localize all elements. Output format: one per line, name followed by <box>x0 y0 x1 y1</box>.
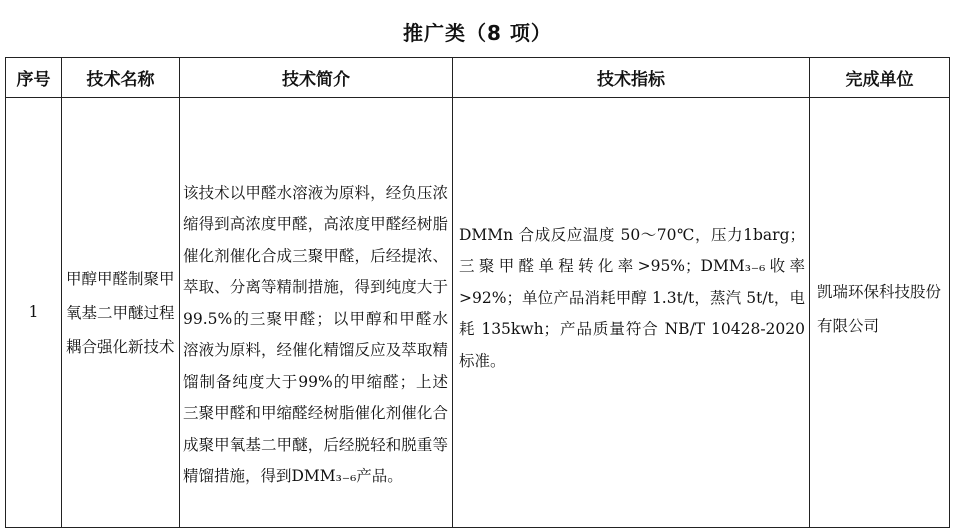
completion-unit-cell <box>810 98 950 528</box>
row-number: 1 <box>6 98 62 528</box>
completion-unit: 凯瑞环保科技股份有限公司 <box>817 282 942 335</box>
header-intro: 技术简介 <box>180 58 453 98</box>
page-title: 推广类（8 项） <box>403 21 552 45</box>
technology-intro: 该技术以甲醛水溶液为原料，经负压浓缩得到高浓度甲醛，高浓度甲醛经树脂催化剂催化合成三聚甲醛，后经提浓、萃取、分离等精制措施，得到纯度大于99.5%的三聚甲醛；以甲醇和甲醛水溶液为原料，经催化精馏反应及萃取精馏制备纯度大于99%的甲缩醛；上述三聚甲醛和甲缩醛经树脂催化剂催化合成聚甲氧基二甲醚，后经脱轻和脱重等精馏措施，得到DMM₃₋₆产品。 <box>183 183 448 485</box>
technology-name: 甲醇甲醛制聚甲氧基二甲醚过程耦合强化新技术 <box>62 98 180 528</box>
header-name: 技术名称 <box>62 58 180 98</box>
table-body <box>6 98 950 528</box>
header-row <box>6 58 950 98</box>
technology-metric: DMMn 合成反应温度 50～70℃，压力1barg；三聚甲醛单程转化率>95%；DMM₃₋₆收率>92%；单位产品消耗甲醇 1.3t/t，蒸汽 5t/t，电耗 135kwh；产品质量符合 NB/T 10428-2020 标准。 <box>459 225 805 370</box>
header-unit: 完成单位 <box>810 58 950 98</box>
table-header <box>6 58 950 98</box>
technology-metric-cell <box>453 98 810 528</box>
header-metric: 技术指标 <box>453 58 810 98</box>
technology-table <box>5 57 950 528</box>
header-no: 序号 <box>6 58 62 98</box>
table-row <box>6 98 950 528</box>
technology-intro-cell <box>180 98 453 528</box>
